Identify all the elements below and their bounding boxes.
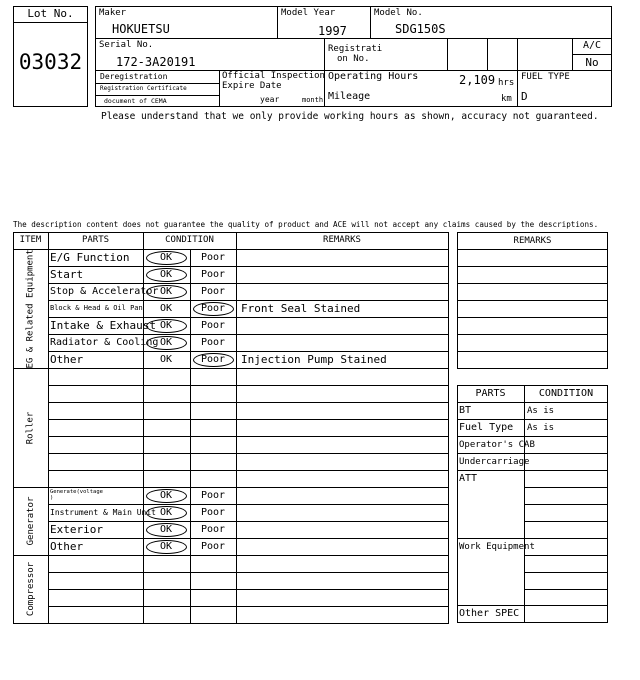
poor-label: Poor (200, 337, 226, 348)
part-name: Radiator & Cooling (50, 336, 159, 348)
serial-value: 172-3A20191 (116, 55, 196, 69)
lot-label: Lot No. (27, 7, 74, 20)
part-name: Generate(voltage ) (50, 489, 103, 502)
fuel-label: Fuel Type (459, 422, 514, 433)
ac-label: A/C (582, 40, 602, 51)
remark-text: Front Seal Stained (241, 302, 361, 315)
ok-label: OK (159, 252, 173, 263)
maker-value: HOKUETSU (112, 22, 170, 36)
parts-subrow-line (524, 555, 608, 556)
row-divider (48, 317, 448, 318)
poor-selected-mark (193, 302, 234, 316)
ok-selected-mark (146, 268, 187, 282)
ok-label: OK (159, 354, 173, 365)
model-no-value: SDG150S (395, 22, 446, 36)
deregistration-label: Deregistration (100, 72, 168, 81)
parts-row-line (457, 538, 608, 539)
row-divider (48, 572, 448, 573)
group-divider (13, 555, 448, 556)
part-name: Stop & Accelerator (50, 285, 159, 297)
poor-label: Poor (200, 303, 226, 314)
item-header: ITEM (19, 235, 42, 245)
poor-label: Poor (200, 524, 226, 535)
poor-label: Poor (200, 490, 226, 501)
row-divider (48, 606, 448, 607)
remarks-row-line (457, 334, 608, 335)
poor-label: Poor (200, 541, 226, 552)
remark-text: Injection Pump Stained (241, 353, 387, 366)
part-name: Other (50, 353, 84, 366)
registration-label-2: on No. (337, 54, 370, 64)
registration-label: Registrati (328, 44, 383, 54)
right-condition-header: CONDITION (538, 388, 594, 399)
ok-selected-mark (146, 336, 187, 350)
hours-notice: Please understand that we only provide working hours as shown, accuracy not guaranteed. (101, 111, 599, 122)
row-divider (48, 300, 448, 301)
bt-value: As is (527, 406, 555, 416)
year-label: year (260, 95, 280, 104)
ok-label: OK (159, 320, 173, 331)
row-divider (48, 283, 448, 284)
right-remarks-header: REMARKS (513, 236, 552, 246)
row-divider (48, 538, 448, 539)
ok-label: OK (159, 269, 173, 280)
hrs-unit: hrs (498, 78, 515, 88)
part-name: Other (50, 540, 84, 553)
ok-label: OK (159, 286, 173, 297)
parts-subrow-line (524, 504, 608, 505)
serial-label: Serial No. (99, 40, 154, 50)
remarks-row-line (457, 283, 608, 284)
fuel-value: As is (527, 423, 555, 433)
maker-label: Maker (99, 8, 127, 18)
operating-hours-value: 2,109 (459, 73, 496, 87)
poor-label: Poor (200, 354, 226, 365)
col-divider (236, 232, 237, 623)
ok-selected-mark (146, 285, 187, 299)
condition-header: CONDITION (165, 235, 214, 245)
remarks-row-line (457, 351, 608, 352)
remarks-row-line (457, 300, 608, 301)
remarks-header: REMARKS (323, 235, 361, 245)
poor-label: Poor (200, 286, 226, 297)
cab-label: Operator's CAB (459, 440, 535, 450)
col-divider (48, 232, 49, 623)
model-year-value: 1997 (318, 24, 347, 38)
row-divider (48, 436, 448, 437)
parts-row-line (457, 419, 608, 420)
att-label: ATT (459, 473, 478, 484)
ok-label: OK (159, 337, 173, 348)
part-name: Start (50, 268, 84, 281)
disclaimer: The description content does not guarantee the quality of product and ACE will not accept any claims caused by the descriptions. (13, 220, 599, 229)
parts-subrow-line (524, 521, 608, 522)
group-divider (13, 368, 448, 369)
part-name: E/G Function (50, 251, 130, 264)
remarks-row-line (457, 266, 608, 267)
remarks-row-line (457, 317, 608, 318)
row-divider (48, 453, 448, 454)
document-cema-label: document of CEMA (104, 97, 167, 105)
group-label: Compressor (25, 561, 36, 617)
parts-row-line (457, 453, 608, 454)
fuel-type-value: D (521, 90, 528, 103)
parts-row-line (457, 436, 608, 437)
ok-selected-mark (146, 540, 187, 554)
row-divider (48, 266, 448, 267)
bt-label: BT (459, 405, 472, 416)
part-name: Exterior (50, 523, 103, 536)
parts-header: PARTS (81, 235, 110, 245)
ok-label: OK (159, 490, 173, 501)
ok-label: OK (159, 541, 173, 552)
right-parts-header: PARTS (475, 388, 506, 399)
operating-hours-label: Operating Hours (328, 71, 419, 82)
poor-selected-mark (193, 353, 234, 367)
work-equipment-label: Work Equipment (459, 542, 535, 552)
ok-label: OK (159, 303, 173, 314)
ok-selected-mark (146, 319, 187, 333)
undercarriage-label: Undercarriage (459, 457, 530, 467)
row-divider (48, 589, 448, 590)
row-divider (48, 470, 448, 471)
parts-subrow-line (524, 572, 608, 573)
group-label: Generator (25, 496, 36, 546)
registration-certificate-label: Registration Certificate (100, 85, 187, 92)
lot-number: 03032 (18, 50, 83, 74)
parts-subrow-line (524, 589, 608, 590)
group-divider (13, 487, 448, 488)
month-label: month (302, 96, 324, 104)
row-divider (48, 334, 448, 335)
inspection-label: Official Inspection (222, 71, 325, 81)
part-name: Intake & Exhaust (50, 319, 156, 332)
ok-selected-mark (146, 506, 187, 520)
km-unit: km (501, 94, 512, 104)
row-divider (48, 402, 448, 403)
remarks-row-line (457, 249, 608, 250)
fuel-type-label: FUEL TYPE (521, 72, 570, 82)
group-label: EG & Related Equipment (25, 248, 36, 368)
row-divider (48, 521, 448, 522)
row-divider (48, 419, 448, 420)
poor-label: Poor (200, 269, 226, 280)
parts-row-line (457, 402, 608, 403)
part-name: Instrument & Main Unit (50, 507, 156, 517)
mileage-label: Mileage (328, 91, 371, 102)
row-divider (48, 385, 448, 386)
row-divider (48, 351, 448, 352)
parts-row-line (457, 605, 608, 606)
model-year-label: Model Year (281, 8, 336, 18)
parts-row-line (457, 470, 608, 471)
poor-label: Poor (200, 320, 226, 331)
ok-selected-mark (146, 251, 187, 265)
model-no-label: Model No. (374, 8, 423, 18)
inspection-label-2: Expire Date (222, 81, 282, 91)
row-divider (48, 504, 448, 505)
ok-selected-mark (146, 523, 187, 537)
ac-value: No (585, 56, 599, 69)
ok-label: OK (159, 507, 173, 518)
other-spec-label: Other SPEC (459, 608, 520, 619)
group-label: Roller (25, 411, 36, 444)
part-name: Block & Head & Oil Pan (50, 304, 143, 312)
poor-label: Poor (200, 507, 226, 518)
header-divider (13, 249, 448, 250)
poor-label: Poor (200, 252, 226, 263)
parts-subrow-line (524, 487, 608, 488)
ok-selected-mark (146, 489, 187, 503)
ok-label: OK (159, 524, 173, 535)
